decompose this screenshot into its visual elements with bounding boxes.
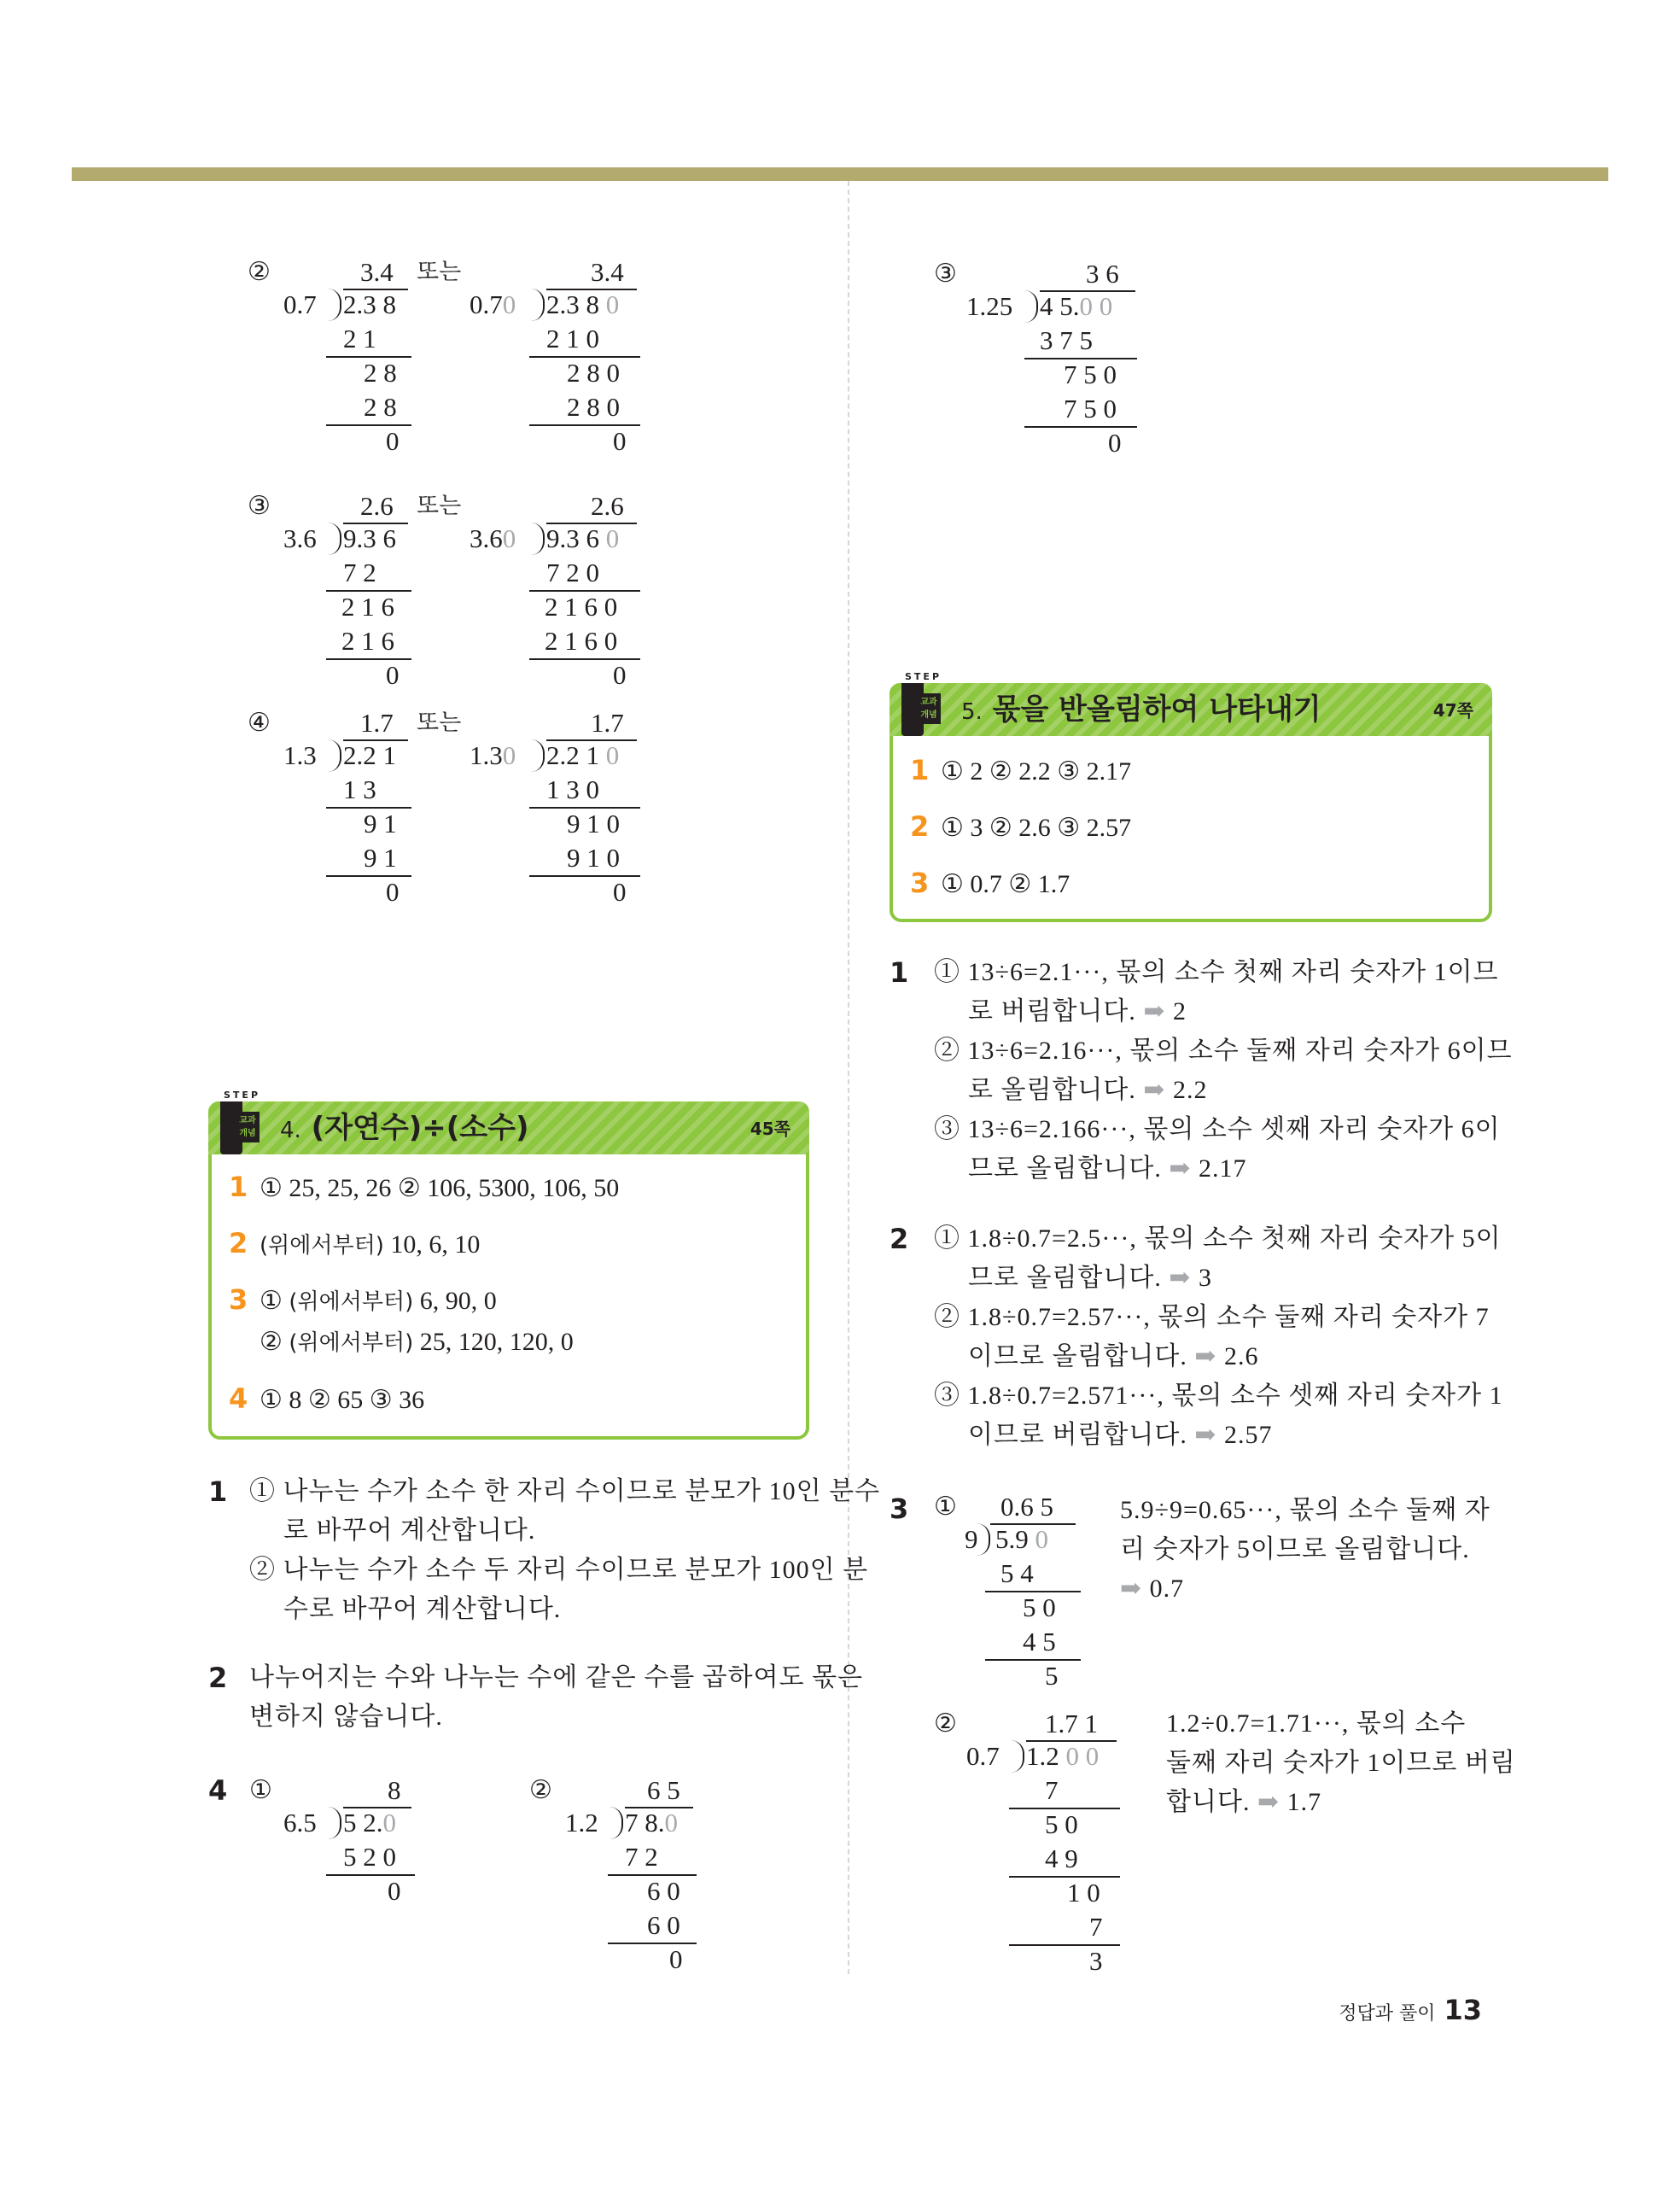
explanation-number: 2: [890, 1223, 909, 1255]
answer-row: 2 (위에서부터) 10, 6, 10: [229, 1227, 481, 1259]
explanation-line: 5.9÷9=0.65···, 몫의 소수 둘째 자: [1120, 1496, 1490, 1524]
explanation-line: 므로 올림합니다. ➡ 2.17: [968, 1154, 1247, 1183]
section-title: 4. (자연수)÷(소수): [280, 1111, 529, 1145]
explanation-number: 2: [208, 1662, 228, 1694]
answer-row: 1 ① 2 ② 2.2 ③ 2.17: [910, 754, 1132, 786]
explanation-line: 이므로 버림합니다. ➡ 2.57: [968, 1421, 1273, 1449]
section-title: 5. 몫을 반올림하여 나타내기: [961, 692, 1321, 727]
section-header: [890, 671, 1492, 736]
explanation-line: 므로 올림합니다. ➡ 3: [968, 1264, 1213, 1292]
page-number: 13: [1444, 1994, 1482, 2026]
explanation-line: ① 1.8÷0.7=2.5···, 몫의 소수 첫째 자리 숫자가 5이: [934, 1224, 1502, 1253]
arrow-icon: ➡: [1257, 1788, 1280, 1816]
arrow-icon: ➡: [1169, 1154, 1192, 1183]
arrow-icon: ➡: [1120, 1575, 1143, 1603]
arrow-icon: ➡: [1169, 1264, 1192, 1292]
explanation-line: 합니다. ➡ 1.7: [1166, 1788, 1322, 1816]
or-label: 또는: [417, 710, 462, 736]
explanation-line: ① 나누는 수가 소수 한 자리 수이므로 분모가 10인 분수: [249, 1477, 881, 1505]
explanation-line: 수로 바꾸어 계산합니다.: [283, 1595, 562, 1623]
explanation-line: 리 숫자가 5이므로 올림합니다.: [1120, 1535, 1470, 1563]
footer-label: 정답과 풀이: [1339, 2003, 1436, 2024]
answer-row: ② (위에서부터) 25, 120, 120, 0: [260, 1328, 574, 1356]
answer-box-section-5: [890, 671, 1492, 922]
step-1-badge: STEP 교과 개념: [220, 1101, 258, 1154]
explanation-line: ① 13÷6=2.1···, 몫의 소수 첫째 자리 숫자가 1이므: [934, 958, 1499, 986]
explanation-line: 1.2÷0.7=1.71···, 몫의 소수: [1166, 1709, 1467, 1738]
explanation-line: 로 올림합니다. ➡ 2.2: [968, 1076, 1208, 1104]
arrow-icon: ➡: [1143, 1076, 1166, 1104]
arrow-icon: ➡: [1194, 1342, 1217, 1370]
page-reference: 45쪽: [750, 1119, 790, 1139]
problem-4-1-label: ①: [249, 1776, 272, 1804]
explanation-line: ③ 1.8÷0.7=2.571···, 몫의 소수 셋째 자리 숫자가 1: [934, 1382, 1503, 1410]
explanation-number: 1: [890, 956, 909, 989]
answer-row: 3 ① (위에서부터) 6, 90, 0: [229, 1283, 497, 1316]
answer-box-section-4: [208, 1090, 809, 1440]
problem-3-1-label: ①: [934, 1493, 957, 1521]
problem-4-label: ④: [248, 709, 271, 737]
top-accent-bar: [72, 167, 1608, 181]
answer-row: 4 ① 8 ② 65 ③ 36: [229, 1382, 425, 1415]
answer-row: 3 ① 0.7 ② 1.7: [910, 867, 1070, 899]
problem-3-2-label: ②: [934, 1709, 957, 1738]
explanation-number: 3: [890, 1493, 909, 1525]
or-label: 또는: [417, 259, 462, 285]
explanation-number: 4: [208, 1774, 228, 1807]
explanation-line: 로 버림합니다. ➡ 2: [968, 997, 1187, 1025]
explanation-number: 1: [208, 1475, 228, 1508]
explanation-line: 변하지 않습니다.: [249, 1703, 443, 1731]
explanation-line: ② 나누는 수가 소수 두 자리 수이므로 분모가 100인 분: [249, 1556, 869, 1584]
problem-4-2-label: ②: [529, 1776, 552, 1804]
explanation-line: 나누어지는 수와 나누는 수에 같은 수를 곱하여도 몫은: [249, 1663, 864, 1691]
explanation-line: 둘째 자리 숫자가 1이므로 버림: [1166, 1749, 1516, 1777]
problem-3-label: ③: [248, 492, 271, 520]
column-divider: [848, 181, 849, 1974]
step-1-badge: STEP 교과 개념: [901, 683, 939, 736]
problem-3-label-right: ③: [934, 260, 957, 288]
page-footer: [1339, 1993, 1482, 2031]
explanation-line: ② 1.8÷0.7=2.57···, 몫의 소수 둘째 자리 숫자가 7: [934, 1303, 1490, 1331]
explanation-line: ➡ 0.7: [1120, 1575, 1185, 1603]
section-header: [208, 1090, 809, 1154]
answer-row: 2 ① 3 ② 2.6 ③ 2.57: [910, 810, 1132, 843]
explanation-line: ③ 13÷6=2.166···, 몫의 소수 셋째 자리 숫자가 6이: [934, 1115, 1501, 1143]
arrow-icon: ➡: [1143, 997, 1166, 1025]
page-reference: 47쪽: [1432, 700, 1473, 721]
explanation-line: 로 바꾸어 계산합니다.: [283, 1516, 536, 1545]
or-label: 또는: [417, 493, 462, 519]
explanation-line: ② 13÷6=2.16···, 몫의 소수 둘째 자리 숫자가 6이므: [934, 1037, 1513, 1065]
answer-row: 1 ① 25, 25, 26 ② 106, 5300, 106, 50: [229, 1171, 620, 1203]
problem-2-label: ②: [248, 258, 271, 286]
explanation-line: 이므로 올림합니다. ➡ 2.6: [968, 1342, 1259, 1370]
arrow-icon: ➡: [1194, 1421, 1217, 1449]
